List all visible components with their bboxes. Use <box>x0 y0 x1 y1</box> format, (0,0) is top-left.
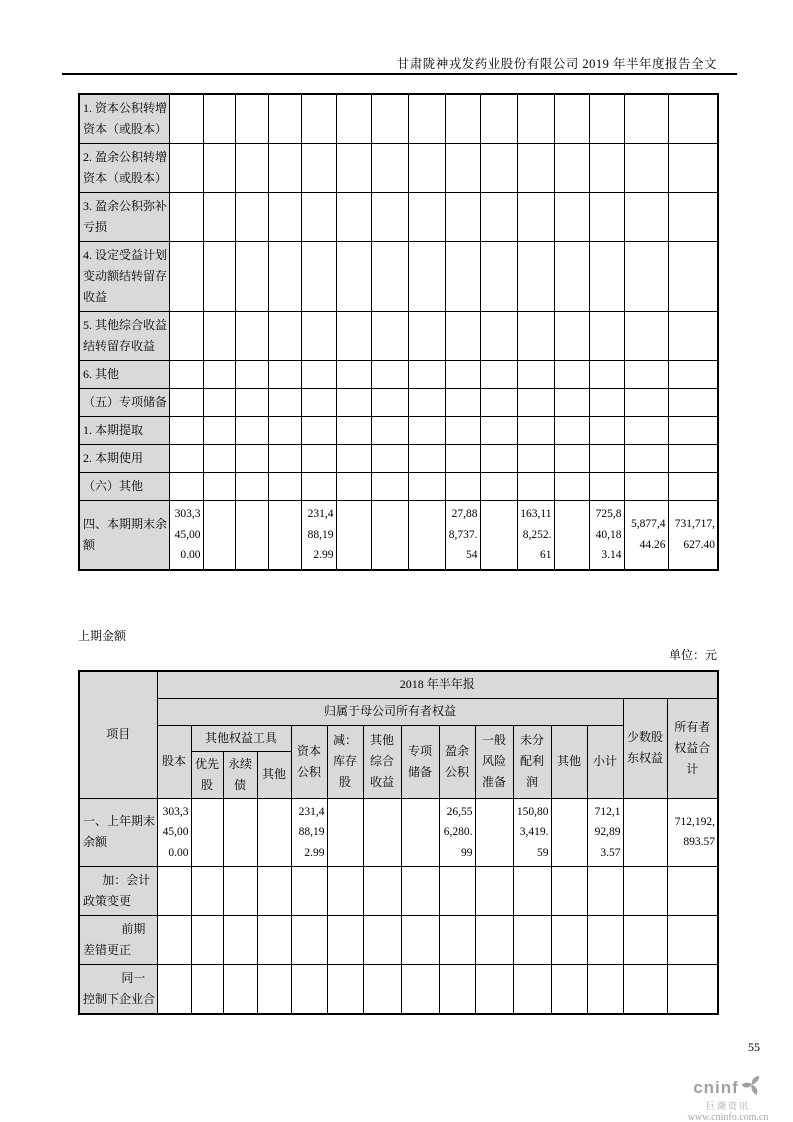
value-cell <box>223 916 257 965</box>
row-label: 5. 其他综合收益结转留存收益 <box>79 312 169 361</box>
value-cell <box>668 242 718 312</box>
value-cell <box>445 417 480 445</box>
value-cell <box>554 361 589 389</box>
value-cell <box>408 361 445 389</box>
value-cell <box>624 94 668 144</box>
value-cell <box>554 312 589 361</box>
value-cell <box>589 193 624 242</box>
value-cell <box>517 312 554 361</box>
row-label: 1. 本期提取 <box>79 417 169 445</box>
value-cell <box>268 94 301 144</box>
value-cell <box>445 312 480 361</box>
value-cell: 163,118,252.61 <box>517 501 554 570</box>
value-cell <box>169 94 203 144</box>
value-cell <box>480 445 517 473</box>
value-cell <box>401 867 439 916</box>
value-cell <box>587 916 623 965</box>
value-cell <box>191 965 223 1015</box>
row-label: 加：会计政策变更 <box>79 867 157 916</box>
value-cell <box>268 501 301 570</box>
value-cell <box>517 389 554 417</box>
value-cell <box>157 916 191 965</box>
col-header-other-instrument: 其他 <box>257 751 291 798</box>
logo-subtitle: 巨潮资讯 <box>705 1101 750 1111</box>
value-cell <box>371 473 408 501</box>
value-cell <box>363 916 401 965</box>
table-row <box>79 965 718 1015</box>
value-cell <box>554 242 589 312</box>
unit-label: 单位：元 <box>668 648 717 662</box>
value-cell <box>169 389 203 417</box>
value-cell <box>408 193 445 242</box>
value-cell <box>203 242 235 312</box>
value-cell <box>408 144 445 193</box>
value-cell <box>371 144 408 193</box>
value-cell <box>408 312 445 361</box>
value-cell <box>517 94 554 144</box>
value-cell <box>554 501 589 570</box>
value-cell <box>445 445 480 473</box>
value-cell <box>203 445 235 473</box>
table-row <box>79 501 718 570</box>
value-cell <box>371 417 408 445</box>
value-cell <box>371 193 408 242</box>
value-cell <box>223 965 257 1015</box>
value-cell <box>203 473 235 501</box>
value-cell: 303,345,000.00 <box>169 501 203 570</box>
table-row <box>79 867 718 916</box>
value-cell <box>203 501 235 570</box>
value-cell <box>551 867 587 916</box>
value-cell <box>624 144 668 193</box>
row-label: （六）其他 <box>79 473 169 501</box>
value-cell <box>401 965 439 1015</box>
value-cell <box>668 94 718 144</box>
value-cell <box>327 867 363 916</box>
value-cell <box>589 312 624 361</box>
value-cell <box>169 473 203 501</box>
col-header-minority: 少数股东权益 <box>623 698 667 798</box>
value-cell <box>554 473 589 501</box>
value-cell <box>513 965 551 1015</box>
value-cell <box>439 916 475 965</box>
value-cell <box>301 445 336 473</box>
value-cell <box>624 389 668 417</box>
value-cell: 231,488,192.99 <box>301 501 336 570</box>
value-cell <box>408 242 445 312</box>
value-cell <box>157 965 191 1015</box>
value-cell <box>336 193 371 242</box>
value-cell: 731,717,627.40 <box>668 501 718 570</box>
value-cell <box>445 389 480 417</box>
value-cell <box>480 361 517 389</box>
value-cell <box>268 242 301 312</box>
table-row <box>79 312 718 361</box>
row-label: 3. 盈余公积弥补亏损 <box>79 193 169 242</box>
value-cell <box>480 144 517 193</box>
value-cell <box>623 916 667 965</box>
value-cell <box>235 193 268 242</box>
value-cell <box>667 965 718 1015</box>
value-cell <box>235 445 268 473</box>
col-header-special-reserve: 专项储备 <box>401 725 439 798</box>
value-cell <box>623 965 667 1015</box>
value-cell <box>408 94 445 144</box>
equity-table-current-period <box>78 93 719 571</box>
value-cell <box>327 965 363 1015</box>
value-cell <box>268 417 301 445</box>
value-cell <box>169 417 203 445</box>
value-cell <box>327 916 363 965</box>
table-row <box>79 389 718 417</box>
value-cell <box>169 445 203 473</box>
value-cell <box>301 417 336 445</box>
value-cell <box>554 94 589 144</box>
value-cell <box>517 193 554 242</box>
logo-url: www.cninfo.com.cn <box>687 1112 769 1122</box>
value-cell <box>235 312 268 361</box>
value-cell <box>554 193 589 242</box>
value-cell: 303,345,000.00 <box>157 798 191 867</box>
value-cell <box>517 242 554 312</box>
value-cell <box>301 193 336 242</box>
value-cell <box>235 361 268 389</box>
value-cell: 27,888,737.54 <box>445 501 480 570</box>
value-cell <box>668 312 718 361</box>
value-cell <box>203 193 235 242</box>
value-cell <box>475 867 513 916</box>
header-rule <box>62 73 737 75</box>
value-cell <box>475 916 513 965</box>
value-cell <box>623 798 667 867</box>
value-cell <box>169 312 203 361</box>
value-cell <box>169 144 203 193</box>
value-cell <box>235 94 268 144</box>
value-cell <box>445 94 480 144</box>
value-cell <box>589 445 624 473</box>
value-cell <box>589 417 624 445</box>
col-header-subtotal: 小计 <box>587 725 623 798</box>
value-cell <box>589 94 624 144</box>
value-cell <box>291 916 327 965</box>
value-cell <box>235 417 268 445</box>
value-cell <box>589 361 624 389</box>
value-cell <box>363 965 401 1015</box>
value-cell <box>257 965 291 1015</box>
value-cell <box>268 389 301 417</box>
row-label: 四、本期期末余额 <box>79 501 169 570</box>
value-cell <box>301 144 336 193</box>
value-cell <box>408 445 445 473</box>
value-cell <box>257 867 291 916</box>
value-cell <box>363 798 401 867</box>
value-cell <box>554 445 589 473</box>
value-cell <box>668 193 718 242</box>
value-cell <box>169 242 203 312</box>
value-cell <box>624 312 668 361</box>
value-cell: 150,803,419.59 <box>513 798 551 867</box>
value-cell <box>157 867 191 916</box>
value-cell <box>480 501 517 570</box>
value-cell <box>235 242 268 312</box>
col-header-total: 所有者权益合计 <box>667 698 718 798</box>
value-cell <box>554 144 589 193</box>
value-cell <box>223 867 257 916</box>
value-cell <box>668 361 718 389</box>
row-label: 4. 设定受益计划变动额结转留存收益 <box>79 242 169 312</box>
value-cell <box>336 389 371 417</box>
value-cell <box>517 473 554 501</box>
table-row <box>79 916 718 965</box>
value-cell <box>301 473 336 501</box>
row-label: 2. 本期使用 <box>79 445 169 473</box>
value-cell <box>301 94 336 144</box>
value-cell <box>235 389 268 417</box>
value-cell <box>517 144 554 193</box>
value-cell <box>445 361 480 389</box>
value-cell <box>371 361 408 389</box>
col-header-other: 其他 <box>551 725 587 798</box>
value-cell <box>257 798 291 867</box>
col-header-surplus-reserve: 盈余公积 <box>439 725 475 798</box>
value-cell: 712,192,893.57 <box>587 798 623 867</box>
value-cell <box>480 389 517 417</box>
value-cell <box>257 916 291 965</box>
table-row <box>79 144 718 193</box>
value-cell <box>268 193 301 242</box>
table-row <box>79 473 718 501</box>
value-cell <box>551 916 587 965</box>
value-cell <box>624 242 668 312</box>
value-cell <box>513 867 551 916</box>
value-cell <box>336 94 371 144</box>
col-header-general-risk: 一般风险准备 <box>475 725 513 798</box>
col-header-period: 2018 年半年报 <box>157 671 718 698</box>
value-cell <box>408 389 445 417</box>
value-cell <box>203 94 235 144</box>
value-cell <box>554 417 589 445</box>
value-cell <box>445 193 480 242</box>
value-cell <box>371 501 408 570</box>
swirl-icon <box>741 1074 763 1101</box>
value-cell <box>203 389 235 417</box>
value-cell <box>203 144 235 193</box>
value-cell <box>624 361 668 389</box>
col-header-perpetual-bonds: 永续债 <box>223 751 257 798</box>
value-cell: 5,877,444.26 <box>624 501 668 570</box>
value-cell <box>301 242 336 312</box>
col-header-oci: 其他综合收益 <box>363 725 401 798</box>
value-cell: 712,192,893.57 <box>667 798 718 867</box>
value-cell <box>517 417 554 445</box>
value-cell <box>445 144 480 193</box>
col-header-preferred-shares: 优先股 <box>191 751 223 798</box>
value-cell <box>589 389 624 417</box>
value-cell <box>401 916 439 965</box>
col-header-parent-group: 归属于母公司所有者权益 <box>157 698 623 725</box>
value-cell <box>203 417 235 445</box>
value-cell <box>445 242 480 312</box>
col-header-treasury-stock: 减：库存股 <box>327 725 363 798</box>
value-cell <box>624 445 668 473</box>
value-cell <box>235 144 268 193</box>
value-cell <box>191 916 223 965</box>
value-cell <box>336 312 371 361</box>
value-cell <box>480 242 517 312</box>
value-cell <box>589 242 624 312</box>
value-cell <box>480 473 517 501</box>
value-cell <box>191 867 223 916</box>
value-cell <box>624 193 668 242</box>
row-label: 1. 资本公积转增资本（或股本） <box>79 94 169 144</box>
value-cell <box>291 867 327 916</box>
value-cell <box>363 867 401 916</box>
value-cell <box>668 445 718 473</box>
value-cell <box>301 389 336 417</box>
value-cell <box>235 473 268 501</box>
value-cell <box>336 473 371 501</box>
value-cell <box>439 867 475 916</box>
value-cell <box>668 144 718 193</box>
value-cell <box>203 361 235 389</box>
table-row <box>79 798 718 867</box>
value-cell <box>327 798 363 867</box>
col-header-undistributed-profit: 未分配利润 <box>513 725 551 798</box>
col-header-item: 项目 <box>79 671 157 798</box>
value-cell <box>480 193 517 242</box>
page-number: 55 <box>748 1040 760 1054</box>
value-cell <box>371 389 408 417</box>
value-cell <box>445 473 480 501</box>
section-label: 上期金额 <box>78 629 127 643</box>
cninf-logo <box>673 1074 783 1122</box>
value-cell <box>268 445 301 473</box>
value-cell <box>623 867 667 916</box>
table-row <box>79 193 718 242</box>
col-header-share-capital: 股本 <box>157 725 191 798</box>
col-header-other-equity-group: 其他权益工具 <box>191 725 291 751</box>
value-cell <box>191 798 223 867</box>
value-cell <box>408 501 445 570</box>
value-cell <box>235 501 268 570</box>
header-title: 甘肃陇神戎发药业股份有限公司 2019 年半年度报告全文 <box>396 57 717 71</box>
value-cell <box>554 389 589 417</box>
value-cell <box>371 242 408 312</box>
col-header-capital-reserve: 资本公积 <box>291 725 327 798</box>
value-cell <box>587 965 623 1015</box>
value-cell <box>587 867 623 916</box>
row-label: 2. 盈余公积转增资本（或股本） <box>79 144 169 193</box>
table-row <box>79 94 718 144</box>
value-cell <box>624 473 668 501</box>
value-cell <box>408 473 445 501</box>
value-cell <box>480 94 517 144</box>
value-cell <box>517 445 554 473</box>
logo-brand-text: cninf <box>693 1077 739 1097</box>
table-row <box>79 242 718 312</box>
value-cell <box>336 242 371 312</box>
value-cell <box>336 361 371 389</box>
value-cell <box>268 361 301 389</box>
row-label: 6. 其他 <box>79 361 169 389</box>
value-cell <box>268 144 301 193</box>
value-cell <box>624 417 668 445</box>
value-cell <box>480 417 517 445</box>
table-row <box>79 417 718 445</box>
value-cell <box>589 473 624 501</box>
row-label: 同一控制下企业合 <box>79 965 157 1015</box>
value-cell: 725,840,183.14 <box>589 501 624 570</box>
value-cell <box>551 798 587 867</box>
value-cell <box>203 312 235 361</box>
value-cell <box>268 312 301 361</box>
value-cell <box>291 965 327 1015</box>
equity-table-prior-period <box>78 670 719 1015</box>
value-cell <box>336 445 371 473</box>
value-cell <box>513 916 551 965</box>
value-cell <box>336 417 371 445</box>
value-cell: 231,488,192.99 <box>291 798 327 867</box>
value-cell <box>668 473 718 501</box>
value-cell <box>668 417 718 445</box>
value-cell <box>336 501 371 570</box>
table-row <box>79 445 718 473</box>
value-cell <box>371 94 408 144</box>
row-label: 一、上年期末余额 <box>79 798 157 867</box>
row-label: 前期差错更正 <box>79 916 157 965</box>
value-cell <box>667 916 718 965</box>
value-cell <box>169 193 203 242</box>
value-cell <box>223 798 257 867</box>
value-cell <box>371 445 408 473</box>
value-cell <box>301 312 336 361</box>
value-cell <box>668 389 718 417</box>
row-label: （五）专项储备 <box>79 389 169 417</box>
value-cell <box>589 144 624 193</box>
value-cell: 26,556,280.99 <box>439 798 475 867</box>
value-cell <box>371 312 408 361</box>
value-cell <box>480 312 517 361</box>
table-row <box>79 361 718 389</box>
value-cell <box>336 144 371 193</box>
value-cell <box>301 361 336 389</box>
value-cell <box>169 361 203 389</box>
value-cell <box>268 473 301 501</box>
value-cell <box>475 798 513 867</box>
value-cell <box>439 965 475 1015</box>
value-cell <box>517 361 554 389</box>
value-cell <box>551 965 587 1015</box>
value-cell <box>667 867 718 916</box>
value-cell <box>408 417 445 445</box>
value-cell <box>475 965 513 1015</box>
value-cell <box>401 798 439 867</box>
